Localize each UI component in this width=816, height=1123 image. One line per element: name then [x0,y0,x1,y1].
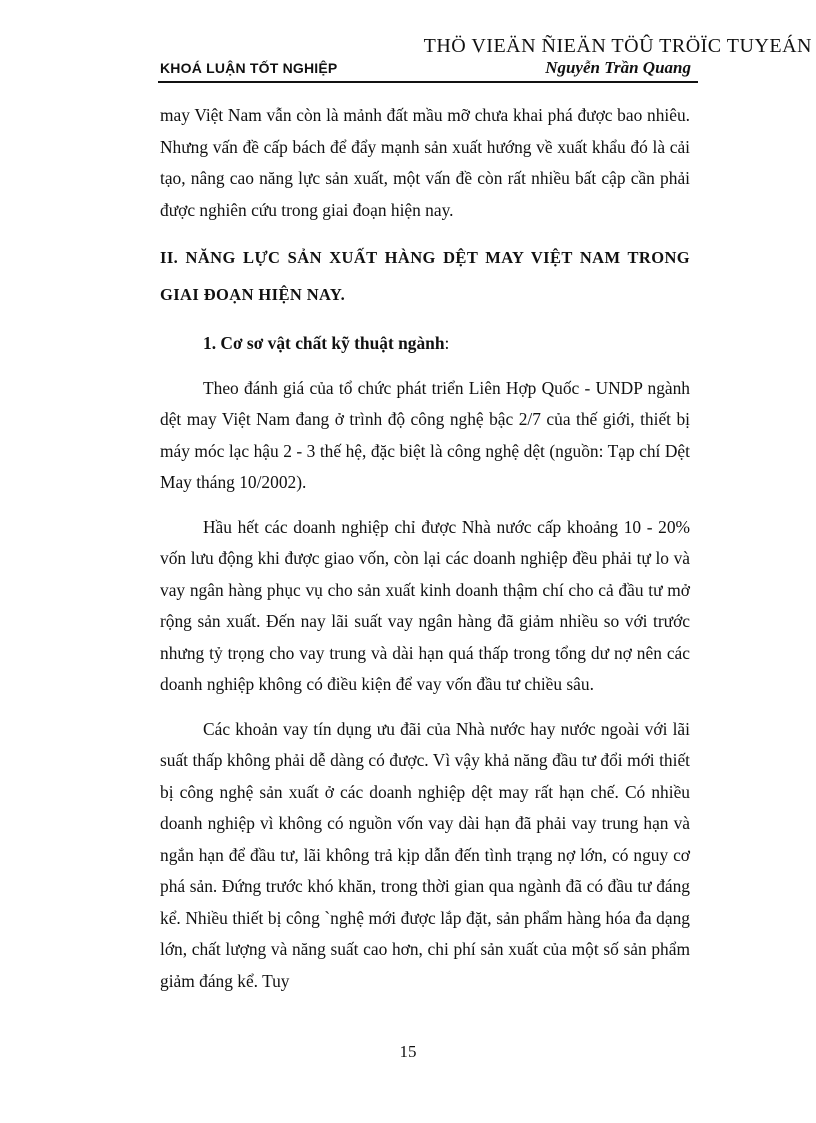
page-number: 15 [399,1042,417,1061]
paragraph-intro: may Việt Nam vẫn còn là mảnh đất mầu mỡ chưa khai phá được bao nhiêu. Nhưng vấn đề cấp bách để đẩy mạnh sản xuất hướng về xuất khẩu đó là cải tạo, nâng cao năng lực sản xuất, một vấn đề còn rất nhiều bất cập cần phải được nghiên cứu trong giai đoạn hiện nay. [160,105,690,220]
page-body [160,100,690,997]
subsection-heading-colon: : [444,333,450,353]
watermark-text: THÖ VIEÄN ÑIEÄN TÖÛ TRÖÏC TUYEÁN [423,35,812,57]
paragraph-credit: Các khoản vay tín dụng ưu đãi của Nhà nước hay nước ngoài với lãi suất thấp không phải dễ dàng có được. Vì vậy khả năng đầu tư đổi mới thiết bị công nghệ sản xuất ở các doanh nghiệp dệt may rất hạn chế. Có nhiều doanh nghiệp vì không có nguồn vốn vay dài hạn đã phải vay trung hạn và ngắn hạn để đầu tư, lãi không trả kịp dẫn đến tình trạng nợ lớn, có nguy cơ phá sản. Đứng trước khó khăn, trong thời gian qua ngành đã có đầu tư đáng kể. Nhiều thiết bị công `nghệ mới được lắp đặt, sản phẩm hàng hóa đa dạng lớn, chất lượng và năng suất cao hơn, chi phí sản xuất của một số sản phẩm giảm đáng kể. Tuy [160,718,690,991]
paragraph-capital: Hầu hết các doanh nghiệp chỉ được Nhà nước cấp khoảng 10 - 20% vốn lưu động khi được giao vốn, còn lại các doanh nghiệp đều phải tự lo và vay ngân hàng phục vụ cho sản xuất kinh doanh thậm chí cho cả đầu tư mở rộng sản xuất. Đến nay lãi suất vay ngân hàng đã giảm nhiều so với trước nhưng tỷ trọng cho vay trung và dài hạn quá thấp trong tổng dư nợ nên các doanh nghiệp không có điều kiện để vay vốn đầu tư chiều sâu. [160,516,690,694]
subsection-heading [160,328,690,360]
header-divider [158,81,698,83]
header-author: Nguyễn Trần Quang [545,58,691,77]
paragraph-undp: Theo đánh giá của tổ chức phát triển Liên Hợp Quốc - UNDP ngành dệt may Việt Nam đang ở trình độ công nghệ bậc 2/7 của thế giới, thiết bị máy móc lạc hậu 2 - 3 thế hệ, đặc biệt là công nghệ dệt (nguồn: Tạp chí Dệt May tháng 10/2002). [160,377,690,492]
section-heading: II. NĂNG LỰC SẢN XUẤT HÀNG DỆT MAY VIỆT NAM TRONG GIAI ĐOẠN HIỆN NAY. [160,248,690,304]
header-title: KHOÁ LUẬN TỐT NGHIỆP [160,60,338,76]
subsection-heading-text: 1. Cơ sơ vật chất kỹ thuật ngành [203,333,445,353]
